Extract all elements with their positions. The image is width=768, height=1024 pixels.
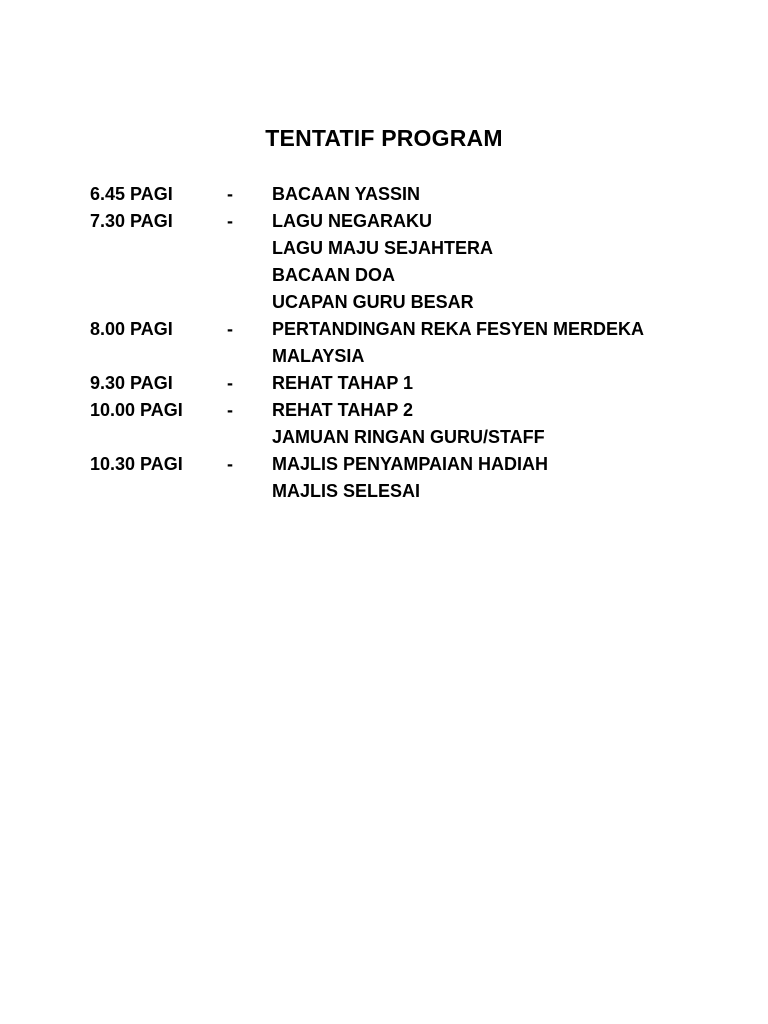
entry-time: 9.30 PAGI [90,373,173,393]
entry-separator: - [227,319,233,339]
entry-time: 6.45 PAGI [90,184,173,204]
entry-activities [272,316,750,370]
entry-activities [272,397,750,451]
activity-item: PERTANDINGAN REKA FESYEN MERDEKA [272,319,645,339]
activity-item: REHAT TAHAP 1 [272,373,414,393]
activity-item: MAJLIS SELESAI [272,481,421,501]
activity-item: BACAAN YASSIN [272,184,421,204]
activity-item: BACAAN DOA [272,265,395,285]
entry-time: 10.00 PAGI [90,400,183,420]
schedule-entry-0800 [90,316,750,370]
schedule-entry-0930 [90,370,750,397]
entry-separator: - [227,400,233,420]
activity-item: LAGU MAJU SEJAHTERA [272,238,494,258]
entry-time: 10.30 PAGI [90,454,183,474]
entry-separator: - [227,211,233,231]
entry-separator: - [227,454,233,474]
schedule-entry-1000 [90,397,750,451]
activity-item: JAMUAN RINGAN GURU/STAFF [272,427,545,447]
entry-activities [272,370,750,397]
entry-separator: - [227,184,233,204]
entry-separator: - [227,373,233,393]
schedule-entry-1030 [90,451,750,505]
entry-activities [272,181,750,208]
entry-activities [272,451,750,505]
schedule-entry-0645 [90,181,750,208]
activity-item: MALAYSIA [272,346,365,366]
activity-item: MAJLIS PENYAMPAIAN HADIAH [272,454,549,474]
activity-item: REHAT TAHAP 2 [272,400,414,420]
schedule-entry-0730 [90,208,750,316]
entry-time: 8.00 PAGI [90,319,173,339]
activity-item: UCAPAN GURU BESAR [272,292,474,312]
entry-time: 7.30 PAGI [90,211,173,231]
entry-activities [272,208,750,316]
page-title: TENTATIF PROGRAM [265,125,503,151]
program-schedule [90,181,750,505]
activity-item: LAGU NEGARAKU [272,211,432,231]
